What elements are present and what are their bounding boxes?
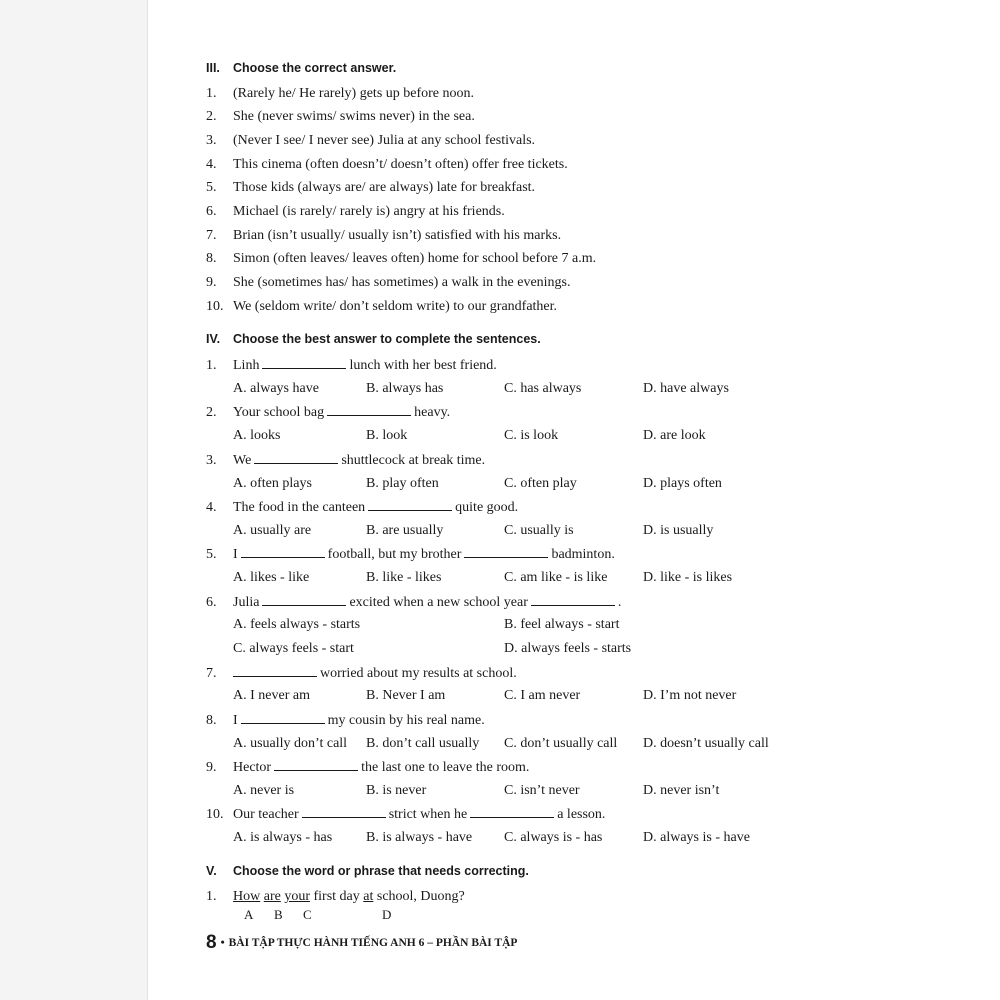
page-footer xyxy=(206,932,517,954)
s4-q1-option-c: C. has always xyxy=(504,381,582,396)
s4-q8-option-a: A. usually don’t call xyxy=(233,736,348,751)
answer-blank xyxy=(464,546,548,558)
s4-q9-option-d: D. never isn’t xyxy=(643,783,720,798)
s4-q2-option-c: C. is look xyxy=(504,428,559,443)
s4-q5-option-a: A. likes - like xyxy=(233,570,310,585)
s4-q9-option-b: B. is never xyxy=(366,783,427,798)
s4-q7-option-d: D. I’m not never xyxy=(643,688,737,703)
s4-q4-option-a: A. usually are xyxy=(233,523,312,538)
s4-q10-option-d: D. always is - have xyxy=(643,830,750,845)
s4-q6-option-a: A. feels always - starts xyxy=(233,617,361,632)
s3-item-4: 4. This cinema (often doesn’t/ doesn’t often) offer free tickets. xyxy=(206,157,568,172)
answer-blank xyxy=(327,404,411,416)
answer-blank xyxy=(368,499,452,511)
s4-q6-option-c: C. always feels - start xyxy=(233,641,354,656)
s4-q3-option-b: B. play often xyxy=(366,476,439,491)
s4-q3-option-d: D. plays often xyxy=(643,476,722,491)
section-iii-title: III. Choose the correct answer. xyxy=(206,61,397,75)
answer-blank xyxy=(262,594,346,606)
s4-q7-option-b: B. Never I am xyxy=(366,688,446,703)
s3-item-5: 5. Those kids (always are/ are always) late for breakfast. xyxy=(206,180,536,195)
s5-item-1: 1. How are your first day at school, Duong? xyxy=(206,889,465,904)
s4-question-6: 6. Julia excited when a new school year . xyxy=(206,595,622,610)
s4-q2-option-d: D. are look xyxy=(643,428,706,443)
answer-blank xyxy=(302,806,386,818)
s3-item-7: 7. Brian (isn’t usually/ usually isn’t) satisfied with his marks. xyxy=(206,228,562,243)
option-letter-d: D xyxy=(382,907,392,922)
s4-q7-option-a: A. I never am xyxy=(233,688,310,703)
section-v-title: V. Choose the word or phrase that needs correcting. xyxy=(206,864,529,878)
s4-question-7: 7. worried about my results at school. xyxy=(206,666,517,681)
s4-question-5: 5. I football, but my brother badminton. xyxy=(206,547,615,562)
s4-q10-option-b: B. is always - have xyxy=(366,830,473,845)
s4-question-10: 10. Our teacher strict when he a lesson. xyxy=(206,807,606,822)
footer-bullet: • xyxy=(220,937,225,949)
s4-q2-option-b: B. look xyxy=(366,428,408,443)
s4-q8-option-d: D. doesn’t usually call xyxy=(643,736,769,751)
option-letter-c: C xyxy=(303,907,312,922)
s3-item-2: 2. She (never swims/ swims never) in the sea. xyxy=(206,109,475,124)
answer-blank xyxy=(470,806,554,818)
s3-item-6: 6. Michael (is rarely/ rarely is) angry at his friends. xyxy=(206,204,505,219)
s4-q5-option-c: C. am like - is like xyxy=(504,570,608,585)
s4-q1-option-b: B. always has xyxy=(366,381,444,396)
page-number: 8 xyxy=(206,932,217,953)
s4-q5-option-d: D. like - is likes xyxy=(643,570,733,585)
s4-q10-option-c: C. always is - has xyxy=(504,830,603,845)
s4-q4-option-c: C. usually is xyxy=(504,523,574,538)
s4-q4-option-b: B. are usually xyxy=(366,523,444,538)
book-title: BÀI TẬP THỰC HÀNH TIẾNG ANH 6 – PHẦN BÀI TẬP xyxy=(228,937,518,949)
option-letter-b: B xyxy=(274,907,283,922)
s4-q9-option-a: A. never is xyxy=(233,783,295,798)
s4-question-9: 9. Hector the last one to leave the room. xyxy=(206,760,530,775)
s4-q9-option-c: C. isn’t never xyxy=(504,783,580,798)
s4-q5-option-b: B. like - likes xyxy=(366,570,442,585)
s4-q7-option-c: C. I am never xyxy=(504,688,581,703)
answer-blank xyxy=(531,594,615,606)
s3-item-8: 8. Simon (often leaves/ leaves often) home for school before 7 a.m. xyxy=(206,251,597,266)
s4-q8-option-c: C. don’t usually call xyxy=(504,736,618,751)
answer-blank xyxy=(274,759,358,771)
answer-blank xyxy=(254,452,338,464)
s4-q3-option-c: C. often play xyxy=(504,476,577,491)
s4-q3-option-a: A. often plays xyxy=(233,476,312,491)
answer-blank xyxy=(241,546,325,558)
s4-q2-option-a: A. looks xyxy=(233,428,281,443)
option-letter-a: A xyxy=(244,907,254,922)
s3-item-10: 10. We (seldom write/ don’t seldom write) to our grandfather. xyxy=(206,299,558,314)
answer-blank xyxy=(262,357,346,369)
s4-q4-option-d: D. is usually xyxy=(643,523,714,538)
answer-blank xyxy=(233,665,317,677)
s4-question-8: 8. I my cousin by his real name. xyxy=(206,713,485,728)
s3-item-1: 1. (Rarely he/ He rarely) gets up before noon. xyxy=(206,86,475,101)
s4-q1-option-d: D. have always xyxy=(643,381,729,396)
s4-question-2: 2. Your school bag heavy. xyxy=(206,405,451,420)
s4-q6-option-d: D. always feels - starts xyxy=(504,641,632,656)
s4-q1-option-a: A. always have xyxy=(233,381,319,396)
s3-item-3: 3. (Never I see/ I never see) Julia at any school festivals. xyxy=(206,133,536,148)
s3-item-9: 9. She (sometimes has/ has sometimes) a walk in the evenings. xyxy=(206,275,571,290)
s4-q10-option-a: A. is always - has xyxy=(233,830,333,845)
s4-q6-option-b: B. feel always - start xyxy=(504,617,620,632)
s4-question-4: 4. The food in the canteen quite good. xyxy=(206,500,519,515)
section-iv-title: IV. Choose the best answer to complete the sentences. xyxy=(206,332,541,346)
answer-blank xyxy=(241,712,325,724)
s4-q8-option-b: B. don’t call usually xyxy=(366,736,480,751)
s4-question-1: 1. Linh lunch with her best friend. xyxy=(206,358,497,373)
s4-question-3: 3. We shuttlecock at break time. xyxy=(206,453,486,468)
